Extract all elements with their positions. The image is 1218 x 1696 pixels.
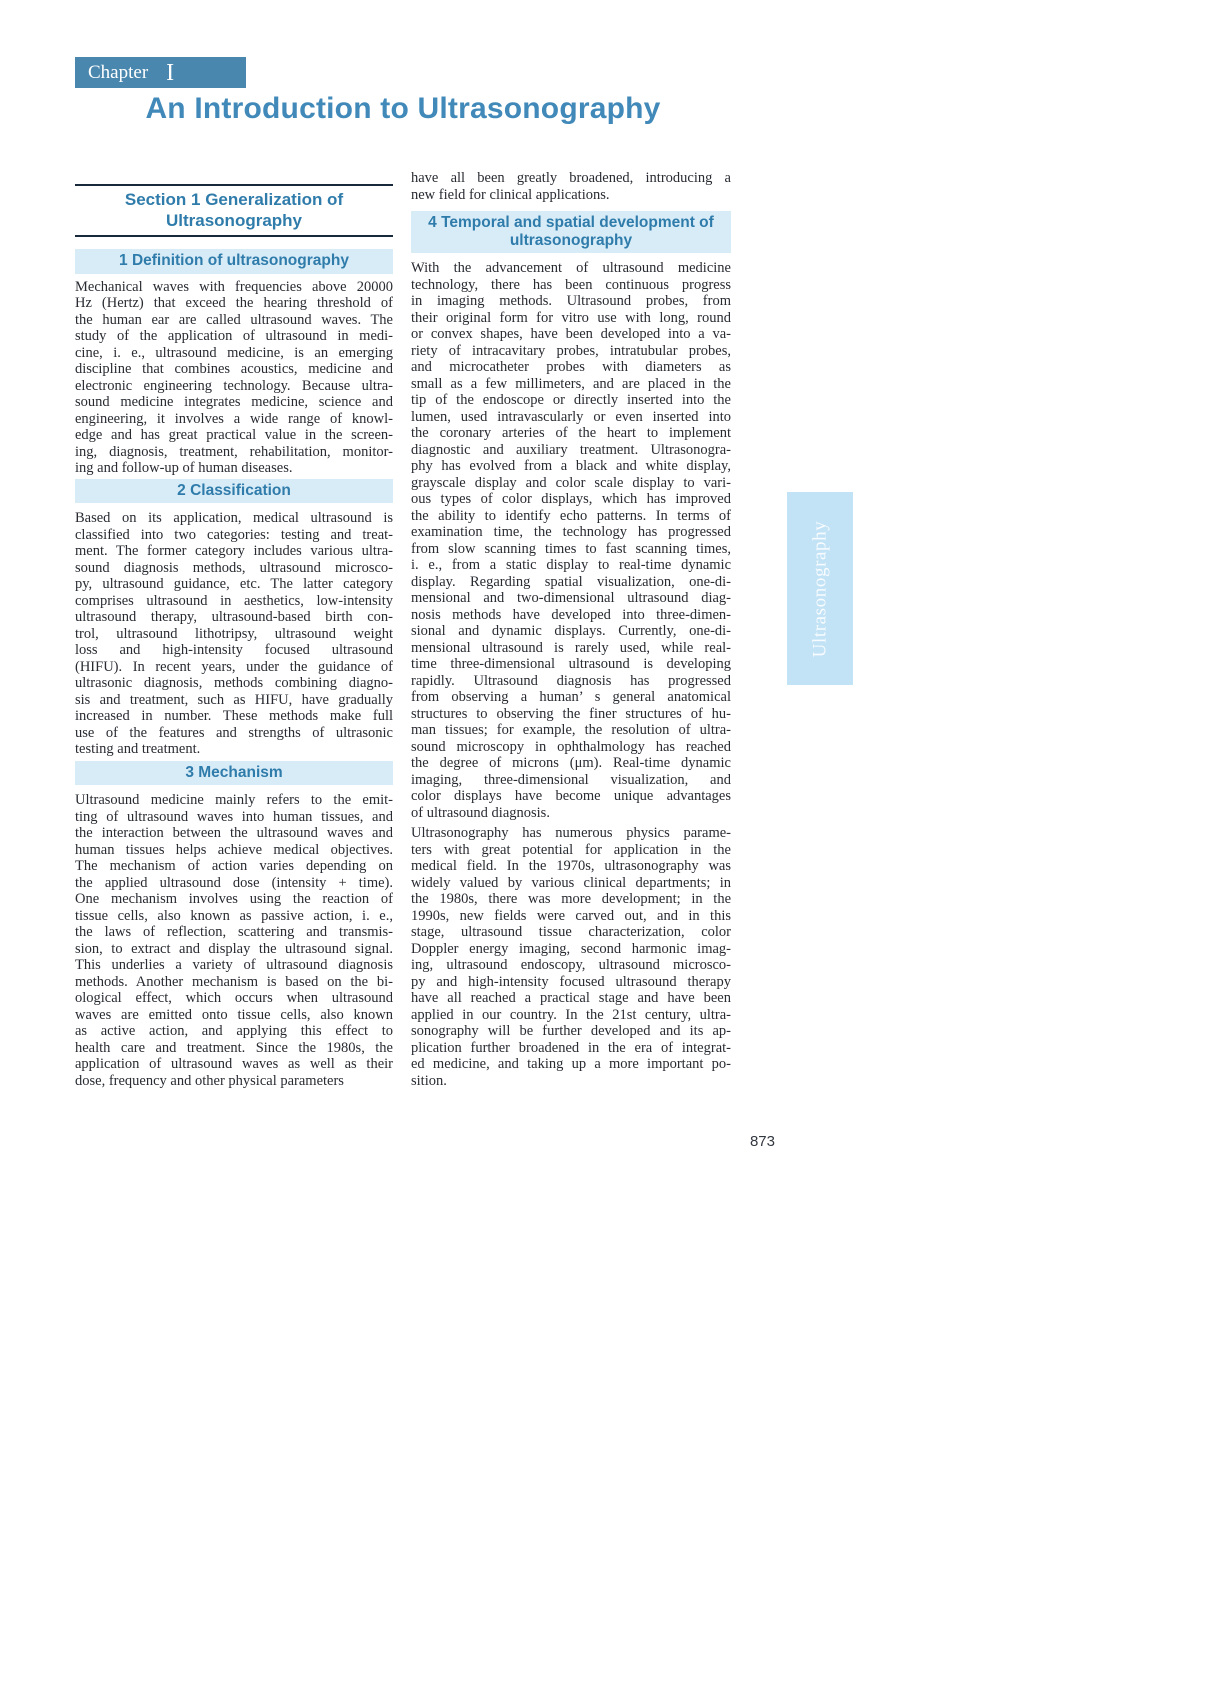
paragraph-physics-parameters: Ultrasonography has numerous physics parame- ters with great potential for application in the medical field. In the 1970s, ultrasonography was widely valued by various clinical departments; in the 1980s, there was more development; in the 1990s, new fields were carved out, and in this stage, ultrasound tissue characterization, color Doppler energy imaging, second harmonic imag- ing, ultrasound endoscopy, ultrasound microsco- py and high-intensity focused ultrasound therapy have all reached a practical stage and have been applied in our country. In the 21st century, ultra- sonography will be further developed and its ap- plication further broadened in the era of integrat- ed medicine, and taking up a more important po- sition.: [411, 825, 731, 1089]
heading-mechanism: 3 Mechanism: [75, 761, 393, 786]
column-right: [411, 163, 731, 1089]
heading-definition: 1 Definition of ultrasonography: [75, 249, 393, 274]
paragraph-classification: Based on its application, medical ultrasound is classified into two categories: testing and treat- ment. The former category includes various ultra- sound diagnosis methods, ultrasound microsco- py, ultrasound guidance, etc. The latter category comprises ultrasound in aesthetics, low-intensity ultrasound therapy, ultrasound-based birth con- trol, ultrasound lithotripsy, ultrasound weight loss and high-intensity focused ultrasound (HIFU). In recent years, under the guidance of ultrasonic diagnosis, methods combining diagno- sis and treatment, such as HIFU, have gradually increased in number. These methods make full use of the features and strengths of ultrasonic testing and treatment.: [75, 510, 393, 757]
chapter-label: Chapter: [88, 61, 149, 83]
sidebar-tab: [787, 492, 853, 685]
page-number: 873: [749, 1133, 775, 1150]
page-title: An Introduction to Ultrasonography: [145, 92, 661, 125]
chapter-numeral: I: [166, 59, 175, 86]
heading-classification: 2 Classification: [75, 479, 393, 504]
paragraph-temporal-development: With the advancement of ultrasound medicine technology, there has been continuous progress in imaging methods. Ultrasound probes, from their original form for vitro use with long, round or convex shapes, have been developed into a va- riety of intracavitary probes, intratubular probes, and microcatheter probes with diameters as small as a few millimeters, and are placed in the tip of the endoscope or directly inserted into the lumen, used intravascularly or even inserted into the coronary arteries of the heart to implement diagnostic and auxiliary treatment. Ultrasonogra- phy has evolved from a black and white display, grayscale display and color scale display to vari- ous types of color displays, which has improved the ability to identify echo patterns. In terms of examination time, the technology has progressed from slow scanning times to fast scanning times, i. e., from a static display to real-time dynamic display. Regarding spatial visualization, one-di- mensional and two-dimensional ultrasound diag- nosis methods have developed into three-dimen- sional and dynamic displays. Currently, one-di- mensional ultrasound is rarely used, while real- time three-dimensional ultrasound is developing rapidly. Ultrasound diagnosis has progressed from observing a human’ s general anatomical structures to observing the finer structures of hu- man tissues; for example, the resolution of ultra- sound microscopy in ophthalmology has reached the degree of microns (μm). Real-time dynamic imaging, three-dimensional visualization, and color displays have become unique advantages of ultrasound diagnosis.: [411, 260, 731, 821]
paragraph-continuation: have all been greatly broadened, introducing a new field for clinical applications.: [411, 170, 731, 203]
section-header: Section 1 Generalization of Ultrasonography: [75, 184, 393, 237]
column-left: [75, 170, 393, 1089]
heading-temporal-spatial: 4 Temporal and spatial development of ultrasonography: [411, 211, 731, 253]
sidebar-tab-label: Ultrasonography: [809, 520, 831, 657]
chapter-box: [75, 57, 246, 88]
paragraph-mechanism: Ultrasound medicine mainly refers to the emit- ting of ultrasound waves into human tissues, and the interaction between the ultrasound waves and human tissues helps achieve medical objectives. The mechanism of action varies depending on the applied ultrasound dose (intensity + time). One mechanism involves using the reaction of tissue cells, also known as passive action, i. e., the laws of reflection, scattering and transmis- sion, to extract and display the ultrasound signal. This underlies a variety of ultrasound diagnosis methods. Another mechanism is based on the bi- ological effect, which occurs when ultrasound waves are emitted onto tissue cells, also known as active action, and applying this effect to health care and treatment. Since the 1980s, the application of ultrasound waves as well as their dose, frequency and other physical parameters: [75, 792, 393, 1089]
paragraph-definition: Mechanical waves with frequencies above 20000 Hz (Hertz) that exceed the hearing threshold of the human ear are called ultrasound waves. The study of the application of ultrasound in medi- cine, i. e., ultrasound medicine, is an emerging discipline that combines acoustics, medicine and electronic engineering technology. Because ultra- sound medicine integrates medicine, science and engineering, it involves a wide range of knowl- edge and has great practical value in the screen- ing, diagnosis, treatment, rehabilitation, monitor- ing and follow-up of human diseases.: [75, 278, 393, 476]
